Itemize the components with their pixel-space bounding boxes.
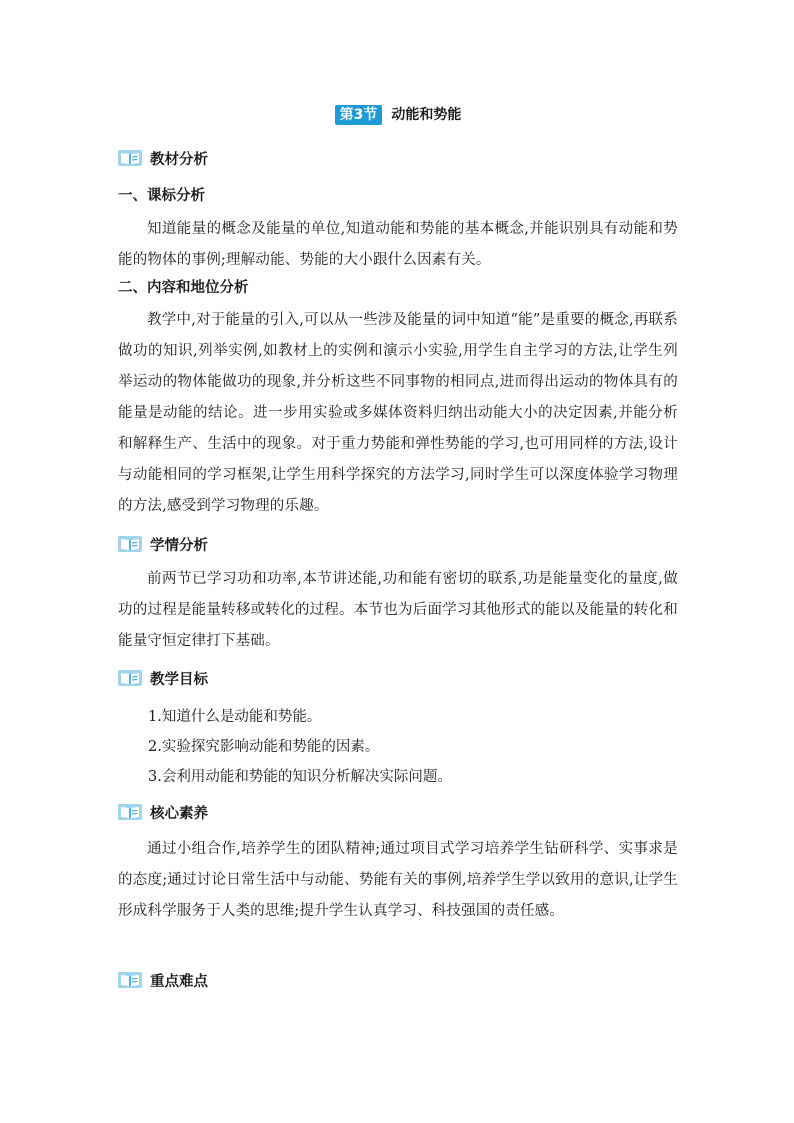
paragraph-content-status: 教学中,对于能量的引入,可以从一些涉及能量的词中知道“能”是重要的概念,再联系做功的知识,列举实例,如教材上的实例和演示小实验,用学生自主学习的方法,让学生列举运动的物体能做功的现象,并分析这些不同事物的相同点,进而得出运动的物体具有的能量是动能的结论。进一步用实验或多媒体资料归纳出动能大小的决定因素,并能分析和解释生产、生活中的现象。对于重力势能和弹性势能的学习,也可用同样的方法,设计与动能相同的学习框架,让学生用科学探究的方法学习,同时学生可以深度体验学习物理的方法,感受到学习物理的乐趣。 <box>118 312 678 514</box>
open-book-icon <box>118 534 142 554</box>
paragraph-core-literacy: 通过小组合作,培养学生的团队精神;通过项目式学习培养学生钻研科学、实事求是的态度;通过讨论日常生活中与动能、势能有关的事例,培养学生学以致用的意识,让学生形成科学服务于人类的思维;提升学生认真学习、科技强国的责任感。 <box>118 841 678 919</box>
heading-teaching-goals <box>118 666 208 690</box>
heading-text: 核心素养 <box>150 805 208 822</box>
heading-materials-analysis <box>118 146 208 170</box>
open-book-icon <box>118 668 142 688</box>
goal-item: 2.实验探究影响动能和势能的因素。 <box>148 739 380 755</box>
open-book-icon <box>118 148 142 168</box>
paragraph-curriculum: 知道能量的概念及能量的单位,知道动能和势能的基本概念,并能识别具有动能和势能的物体的事例;理解动能、势能的大小跟什么因素有关。 <box>118 221 678 268</box>
goal-item: 1.知道什么是动能和势能。 <box>148 709 322 725</box>
heading-student-analysis <box>118 532 208 556</box>
paragraph-student-analysis: 前两节已学习功和功率,本节讲述能,功和能有密切的联系,功是能量变化的量度,做功的过程是能量转移或转化的过程。本节也为后面学习其他形式的能以及能量的转化和能量守恒定律打下基础。 <box>118 571 678 649</box>
open-book-icon <box>118 970 142 990</box>
heading-text: 学情分析 <box>150 537 208 554</box>
open-book-icon <box>118 802 142 822</box>
goal-item: 3.会利用动能和势能的知识分析解决实际问题。 <box>148 769 452 785</box>
section-number-badge: 第3节 <box>335 105 383 125</box>
section-title: 动能和势能 <box>391 106 462 123</box>
heading-key-points <box>118 968 208 992</box>
subheading-content-status: 二、内容和地位分析 <box>118 280 249 296</box>
heading-text: 重点难点 <box>150 973 208 990</box>
subheading-curriculum: 一、课标分析 <box>118 188 205 204</box>
section-title-row <box>0 104 794 128</box>
heading-text: 教学目标 <box>150 671 208 688</box>
heading-core-literacy <box>118 800 208 824</box>
heading-text: 教材分析 <box>150 151 208 168</box>
